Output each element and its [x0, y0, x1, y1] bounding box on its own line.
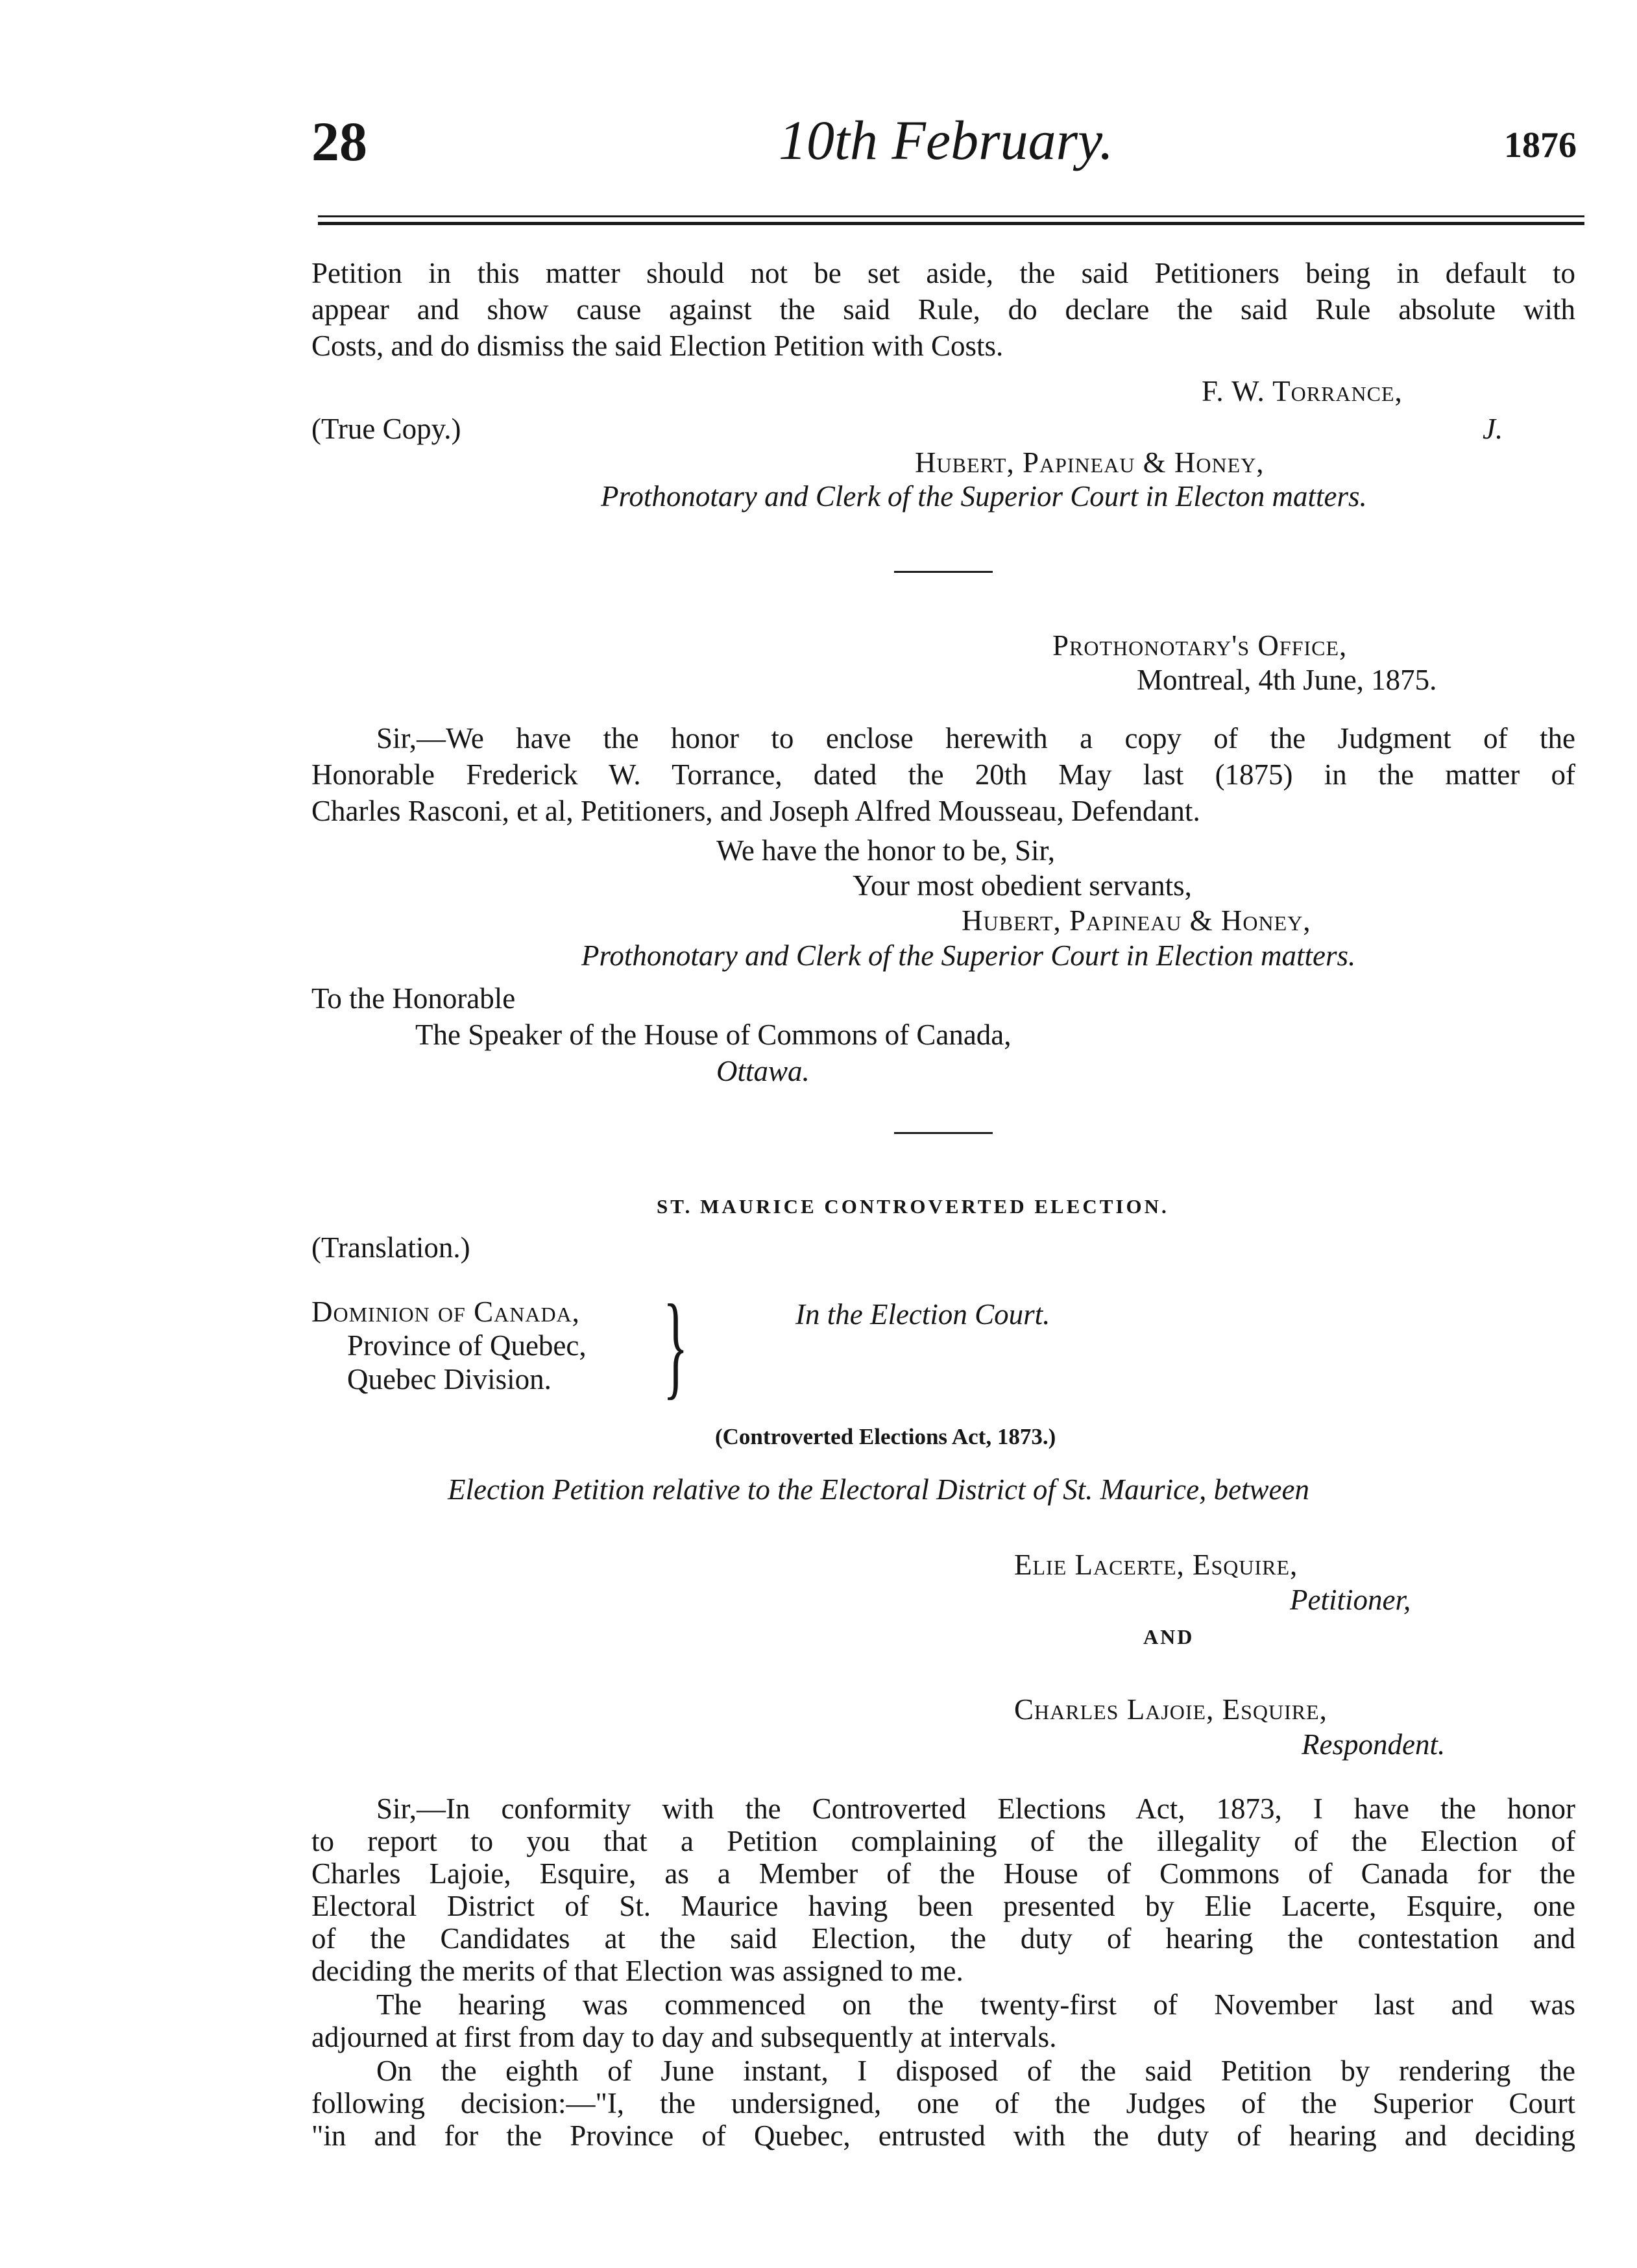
sec2-firm: Hubert, Papineau & Honey, — [962, 904, 1311, 937]
closing-1: We have the honor to be, Sir, — [716, 834, 1055, 867]
sec3-line-7: The hearing was commenced on the twenty-first of November last and was — [376, 1988, 1575, 2021]
sec3-line-10: following decision:—"I, the undersigned, one of the Judges of the Superior Court — [311, 2087, 1575, 2119]
addressee-2: The Speaker of the House of Commons of Canada, — [415, 1019, 1012, 1051]
sec1-firm: Hubert, Papineau & Honey, — [915, 446, 1265, 479]
court-name: In the Election Court. — [795, 1298, 1050, 1331]
and-word: AND — [1143, 1625, 1194, 1648]
closing-2: Your most obedient servants, — [853, 869, 1192, 902]
respondent-name: Charles Lajoie, Esquire, — [1014, 1693, 1328, 1726]
place-date-text: Montreal, 4th June, 1875. — [1137, 664, 1437, 696]
sec1-line-1: Petition in this matter should not be set aside, the said Petitioners being in default to — [311, 257, 1575, 289]
petitioner-name: Elie Lacerte, Esquire, — [1014, 1549, 1298, 1581]
bracket-brace: } — [662, 1281, 688, 1410]
act-reference: (Controverted Elections Act, 1873.) — [715, 1424, 1056, 1449]
dominion-line: Dominion of Canada, — [311, 1296, 580, 1328]
page-year: 1876 — [1504, 125, 1577, 165]
sec3-line-3: Charles Lajoie, Esquire, as a Member of the House of Commons of Canada for the — [311, 1857, 1575, 1890]
addressee-1: To the Honorable — [311, 982, 516, 1015]
section-divider-2 — [894, 1132, 993, 1134]
sec1-firm-title: Prothonotary and Clerk of the Superior Court in Electon matters. — [601, 480, 1367, 513]
sec3-line-2: to report to you that a Petition complaining of the illegality of the Election of — [311, 1825, 1575, 1857]
sec3-line-5: of the Candidates at the said Election, the duty of hearing the contestation and — [311, 1922, 1575, 1955]
sec2-line-1: Sir,—We have the honor to enclose herewith a copy of the Judgment of the — [376, 722, 1575, 754]
sec2-line-3: Charles Rasconi, et al, Petitioners, and Joseph Alfred Mousseau, Defendant. — [311, 795, 1200, 827]
page-date: 10th February. — [779, 109, 1113, 171]
translation-note: (Translation.) — [311, 1231, 470, 1264]
respondent-role: Respondent. — [1302, 1728, 1446, 1761]
sec3-title: ST. MAURICE CONTROVERTED ELECTION. — [657, 1195, 1169, 1218]
sec3-line-11: "in and for the Province of Quebec, entrusted with the duty of hearing and deciding — [311, 2119, 1575, 2152]
sec2-line-2: Honorable Frederick W. Torrance, dated the 20th May last (1875) in the matter of — [311, 758, 1575, 791]
sec3-line-1: Sir,—In conformity with the Controverted Elections Act, 1873, I have the honor — [376, 1792, 1575, 1825]
province-line: Province of Quebec, — [347, 1329, 587, 1362]
petition-title: Election Petition relative to the Electoral District of St. Maurice, between — [448, 1473, 1310, 1506]
sec2-firm-title: Prothonotary and Clerk of the Superior Court in Election matters. — [581, 939, 1356, 972]
section-divider-1 — [894, 571, 993, 573]
judge-initial: J. — [1483, 413, 1503, 445]
addressee-3: Ottawa. — [716, 1055, 810, 1087]
sec3-line-6: deciding the merits of that Election was assigned to me. — [311, 1955, 964, 1987]
judge-name: F. W. Torrance, — [1202, 375, 1403, 407]
header-rule-bottom — [318, 222, 1584, 225]
sec3-line-9: On the eighth of June instant, I disposed of the said Petition by rendering the — [376, 2055, 1575, 2087]
office-heading: Prothonotary's Office, — [1052, 629, 1348, 662]
sec1-line-2: appear and show cause against the said Rule, do declare the said Rule absolute with — [311, 293, 1575, 326]
division-line: Quebec Division. — [347, 1363, 552, 1395]
sec3-line-4: Electoral District of St. Maurice having been presented by Elie Lacerte, Esquire, one — [311, 1890, 1575, 1922]
header-rule-top — [318, 215, 1584, 217]
petitioner-role: Petitioner, — [1290, 1584, 1411, 1616]
sec3-line-8: adjourned at first from day to day and subsequently at intervals. — [311, 2021, 1057, 2053]
sec1-line-3: Costs, and do dismiss the said Election Petition with Costs. — [311, 330, 1004, 362]
true-copy: (True Copy.) — [311, 413, 461, 445]
page-number: 28 — [311, 110, 367, 173]
place-date — [1137, 662, 1437, 698]
